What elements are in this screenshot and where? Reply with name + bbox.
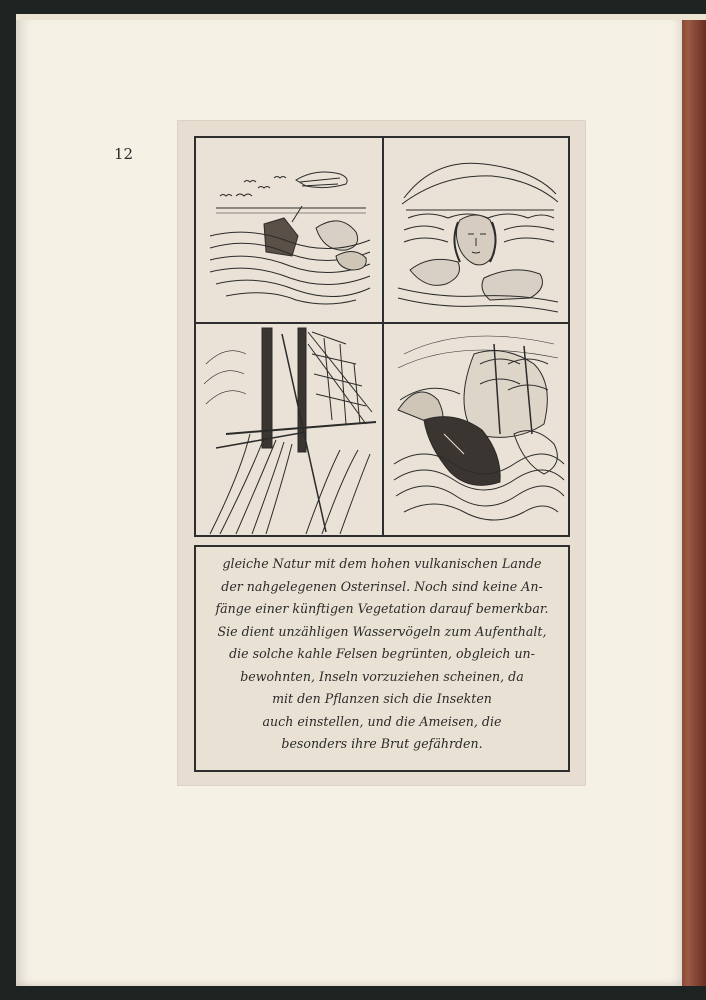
castaway-face-icon: [384, 138, 568, 322]
text-line: bewohnten, Inseln vorzuziehen scheinen, da: [240, 668, 524, 684]
whale-and-sailing-ship-icon: [384, 324, 568, 535]
illustration-panel-4: [384, 324, 568, 535]
illustration-panel-1: [196, 138, 384, 324]
illustration-grid: [194, 136, 570, 537]
illustration-panel-3: [196, 324, 384, 535]
text-line: auch einstellen, und die Ameisen, die: [262, 713, 502, 729]
text-line: der nahgelegenen Osterinsel. Noch sind keine An-: [221, 578, 543, 594]
text-line: Sie dient unzähligen Wasservögeln zum Aufenthalt,: [217, 623, 547, 639]
text-line: die solche kahle Felsen begrünten, obgleich un-: [229, 646, 535, 661]
page-number: 12: [114, 145, 134, 163]
text-line: fänge einer künftigen Vegetation darauf bemerkbar.: [215, 601, 549, 616]
page-top-edge: [16, 14, 706, 20]
ship-mast-rigging-icon: [196, 324, 382, 535]
text-line: mit den Pflanzen sich die Insekten: [272, 691, 492, 706]
text-line: besonders ihre Brut gefährden.: [281, 736, 483, 751]
shipwreck-in-waves-icon: [196, 138, 382, 322]
illustration-panel-2: [384, 138, 568, 324]
body-text: [196, 553, 568, 756]
text-box: [194, 545, 570, 772]
text-line: gleiche Natur mit dem hohen vulkanischen Lande: [222, 556, 542, 571]
